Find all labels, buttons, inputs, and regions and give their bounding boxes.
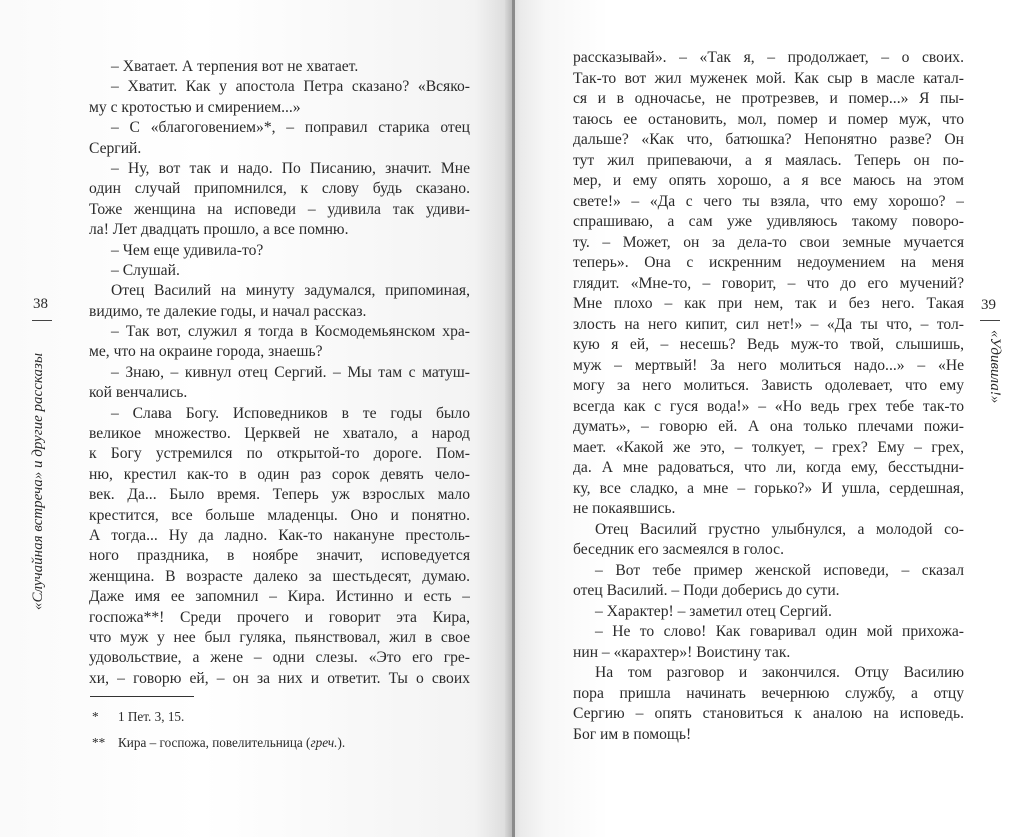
text-line: теперь». Она с искренним недоумением на меня	[573, 254, 964, 271]
text-line: – Вот тебе пример женской исповеди, – сказал	[595, 561, 964, 579]
text-line: ту. – Может, он за дела-то свои земные мучается	[573, 233, 964, 251]
footnote-mark: *	[92, 709, 99, 724]
text-line: спрашиваю, а сам уже удивляюсь такому поворо-	[573, 213, 964, 230]
text-line: один случай припомнился, к слову будь сказано.	[89, 180, 470, 198]
text-line: Сергию – опять становиться к аналою на исповедь.	[573, 705, 964, 722]
footnote-mark: **	[92, 735, 106, 750]
text-line: – Чем еще удивила-то?	[111, 241, 264, 259]
footnotes	[92, 704, 345, 756]
text-line: ного праздника, в ноябре значит, исповедуется	[89, 547, 470, 565]
text-line: могу за него молиться. Зависть одолевает, что ему	[573, 377, 964, 394]
text-line: Так-то вот жил муженек мой. Как сыр в масле катал-	[573, 69, 964, 87]
text-line: муж – мертвый! За него молиться надо...» – «Не	[573, 356, 964, 374]
text-line: госпожа**! Среди прочего и говорит эта Кира,	[89, 608, 470, 626]
text-line: – Ну, вот так и надо. По Писанию, значит. Мне	[111, 159, 470, 177]
text-line: видимо, те далекие годы, и начал рассказ.	[89, 302, 367, 320]
footnote-italic: греч.	[310, 735, 338, 750]
page-number-right: 39	[981, 297, 996, 313]
text-line: Сергий.	[89, 139, 142, 157]
text-line: нин – «карахтер»! Воистину так.	[573, 643, 791, 661]
folio-rule-left	[32, 320, 52, 321]
text-line: На том разговор и закончился. Отцу Василию	[595, 664, 964, 681]
folio-rule-right	[980, 320, 1000, 321]
text-line: рассказывай». – «Так я, – продолжает, – о своих.	[573, 49, 964, 66]
text-line: ме, что на окраине города, знаешь?	[89, 343, 323, 361]
text-line: Бог им в помощь!	[573, 725, 692, 743]
text-line: ся и в одночасье, не протрезвев, и помер...» Я пы-	[573, 90, 964, 107]
page-number-left: 38	[33, 296, 48, 312]
text-line: всегда как с гуся вода!» – «Но ведь грех тебе так-то	[573, 397, 964, 415]
text-line: мер, и ему опять хорошо, а я все маюсь на этом	[573, 172, 964, 189]
footnote	[92, 730, 345, 756]
text-line: тут жил припеваючи, а я маялась. Теперь он по-	[573, 151, 964, 169]
left-page-body	[89, 57, 470, 689]
text-line: хи, – говорю ей, – он за них и ответит. Ты о своих	[89, 669, 470, 687]
text-line: му с кротостью и смирением...»	[89, 98, 301, 116]
text-line: – Знаю, – кивнул отец Сергий. – Мы там с матуш-	[111, 363, 470, 381]
text-line: ню, крестил как-то в один раз сорок девять чело-	[89, 465, 470, 483]
footnote-text: 1 Пет. 3, 15.	[118, 709, 185, 724]
text-line: – Так вот, служил я тогда в Космодемьянском хра-	[111, 323, 470, 341]
footnote-rule	[90, 696, 194, 697]
text-line: Отец Василий грустно улыбнулся, а молодой со-	[595, 520, 964, 538]
footnote-tail: ).	[337, 735, 346, 750]
text-line: – Не то слово! Как говаривал один мой прихожа-	[595, 623, 964, 640]
text-line: к Богу устремился по открытой-то дороге. Пом-	[89, 445, 470, 463]
text-line: злость на него кипит, сил нет!» – «Да ты что, – тол-	[573, 315, 964, 333]
running-head-right: «Удивила!»	[987, 330, 1003, 404]
text-line: – Хватает. А терпения вот не хватает.	[111, 58, 359, 75]
text-line: Тоже женщина на исповеди – удивила так удиви-	[89, 200, 470, 218]
text-line: – С «благоговением»*, – поправил старика отец	[111, 119, 470, 137]
text-line: мает. «Какой же это, – толкует, – грех? Ему – грех,	[573, 438, 964, 456]
text-line: да. А мне радоваться, что ли, когда ему, бесстыдни-	[573, 459, 964, 476]
text-line: таюсь ее остановить, мол, помер и помер муж, что	[573, 110, 964, 128]
text-line: думать», – говорю ей. А она только плечами пожи-	[573, 418, 964, 435]
text-line: век. Да... Было время. Теперь уж взрослых мало	[89, 486, 470, 504]
text-line: дальше? «Как что, батюшка? Непонятно разве? Он	[573, 131, 964, 148]
text-line: не покаявшись.	[573, 500, 676, 517]
text-line: ла! Лет двадцать прошло, а все помню.	[89, 221, 349, 239]
text-line: – Слава Богу. Исповедников в те годы было	[111, 404, 470, 422]
text-line: женщина. В возрасте далеко за шестьдесят, думаю.	[89, 567, 470, 585]
text-line: ку, все сладко, а мне – горько?» И ушла, сердешная,	[573, 479, 964, 497]
text-line: отец Василий. – Поди доберись до сути.	[573, 582, 840, 599]
text-line: удовольствие, а жене – одни слезы. «Это его гре-	[89, 649, 470, 667]
text-line: великое множество. Церквей не хватало, а народ	[89, 425, 470, 443]
text-line: – Характер! – заметил отец Сергий.	[595, 602, 832, 620]
text-line: пора пришла начинать вечернюю службу, а отцу	[573, 684, 964, 702]
text-line: А тогда... Ну да ладно. Как-то накануне престоль-	[89, 526, 470, 544]
footnote	[92, 704, 345, 730]
text-line: кой венчались.	[89, 384, 188, 402]
book-spine	[512, 0, 515, 837]
text-line: – Слушай.	[111, 261, 180, 279]
text-line: Даже имя ее запомнил – Кира. Истинно и есть –	[89, 588, 470, 606]
text-line: свете!» – «Да с чего ты взяла, что ему хорошо? –	[573, 192, 964, 210]
text-line: крестится, все больше младенцы. Оно и понятно.	[89, 506, 470, 524]
right-page-body	[573, 48, 964, 745]
text-line: Мне плохо – как при нем, так и без него. Такая	[573, 295, 964, 312]
text-line: Отец Василий на минуту задумался, припоминая,	[111, 282, 470, 300]
text-line: беседник его засмеялся в голос.	[573, 541, 784, 558]
text-line: кую я ей, – несешь? Ведь муж-то твой, слышишь,	[573, 336, 964, 353]
footnote-text: Кира – госпожа, повелительница (	[118, 735, 311, 750]
text-line: глядит. «Мне-то, – говорит, – что до его мучений?	[573, 274, 964, 292]
text-line: что муж у нее был гуляка, пьянствовал, жил в свое	[89, 628, 470, 646]
text-line: – Хватит. Как у апостола Петра сказано? «Всяко-	[111, 78, 470, 96]
running-head-left: «Случайная встреча» и другие рассказы	[30, 352, 46, 610]
